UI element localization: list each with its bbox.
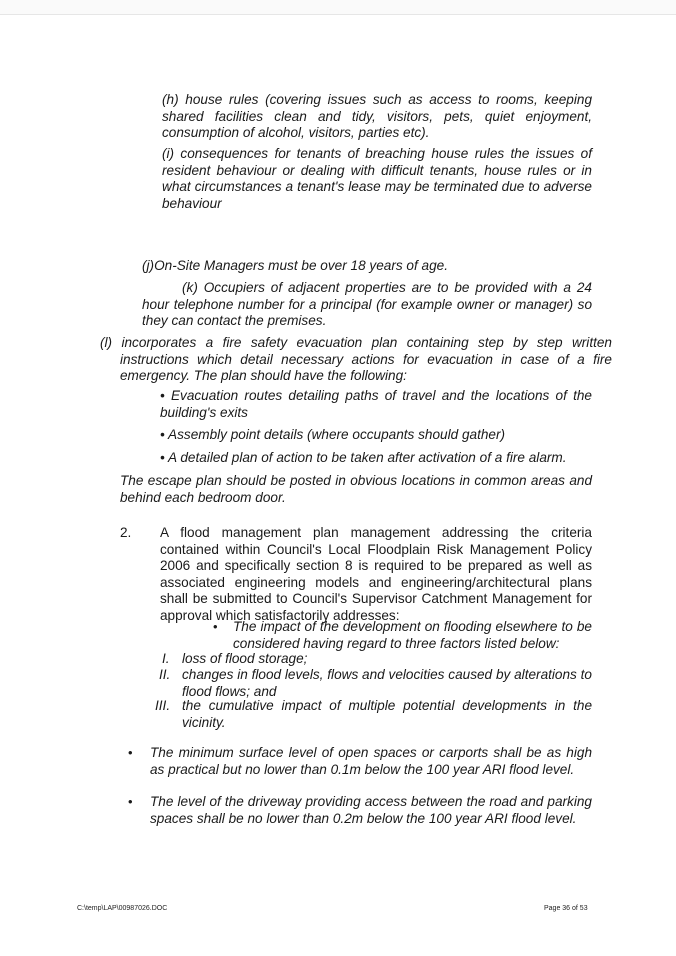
paragraph-i: (i) consequences for tenants of breaching house rules the issues of resident behaviour or dealing with difficult tenants, house rules or in what circumstances a tenant's lease may be terminated due to adverse behaviour bbox=[162, 146, 592, 211]
factor-1-text: loss of flood storage; bbox=[182, 651, 308, 666]
footer-file-path: C:\temp\LAP\00987026.DOC bbox=[77, 905, 168, 912]
fire-item-2: • Assembly point details (where occupants should gather) bbox=[160, 427, 506, 442]
paragraph-j: (j)On-Site Managers must be over 18 years of age. bbox=[142, 258, 448, 273]
escape-note: The escape plan should be posted in obvious locations in common areas and behind each bedroom door. bbox=[120, 473, 592, 505]
factor-3-num: III. bbox=[155, 698, 171, 713]
factor-2-text: changes in flood levels, flows and velocities caused by alterations to flood flows; and bbox=[182, 667, 592, 699]
impact-bullet: • bbox=[213, 619, 218, 634]
final-bullet-1-mark: • bbox=[128, 745, 133, 760]
paragraph-l: (l) incorporates a fire safety evacuation plan containing step by step written instructions which detail necessary actions for evacuation in case of a fire emergency. The plan should have the following: bbox=[100, 335, 612, 384]
factor-2-num: II. bbox=[159, 667, 171, 682]
final-bullet-2-text: The level of the driveway providing access between the road and parking spaces shall be no lower than 0.2m below the 100 year ARI flood level. bbox=[150, 794, 592, 826]
final-bullet-2-mark: • bbox=[128, 794, 133, 809]
footer-page-number: Page 36 of 53 bbox=[544, 905, 588, 912]
final-bullet-1-text: The minimum surface level of open spaces or carports shall be as high as practical but no lower than 0.1m below the 100 year ARI flood level. bbox=[150, 745, 592, 777]
factor-1-num: I. bbox=[162, 651, 170, 666]
paragraph-k: (k) Occupiers of adjacent properties are to be provided with a 24 hour telephone number for a principal (for example owner or manager) so they can contact the premises. bbox=[142, 280, 592, 329]
item-2-number: 2. bbox=[120, 525, 132, 540]
fire-item-3: • A detailed plan of action to be taken after activation of a fire alarm. bbox=[160, 450, 567, 465]
paragraph-h: (h) house rules (covering issues such as access to rooms, keeping shared facilities clean and tidy, visitors, pets, quiet enjoyment, consumption of alcohol, visitors, parties etc). bbox=[162, 92, 592, 141]
page-top-edge bbox=[0, 0, 676, 15]
fire-item-1: • Evacuation routes detailing paths of travel and the locations of the building's exits bbox=[160, 388, 592, 420]
factor-3-text: the cumulative impact of multiple potential developments in the vicinity. bbox=[182, 698, 592, 730]
item-2-text: A flood management plan management addressing the criteria contained within Council's Local Floodplain Risk Management Policy 2006 and specifically section 8 is required to be prepared as well as associated engineering models and engineering/architectural plans shall be submitted to Council's Supervisor Catchment Management for approval which satisfactorily addresses: bbox=[160, 525, 592, 623]
impact-text: The impact of the development on flooding elsewhere to be considered having regard to three factors listed below: bbox=[233, 619, 592, 651]
